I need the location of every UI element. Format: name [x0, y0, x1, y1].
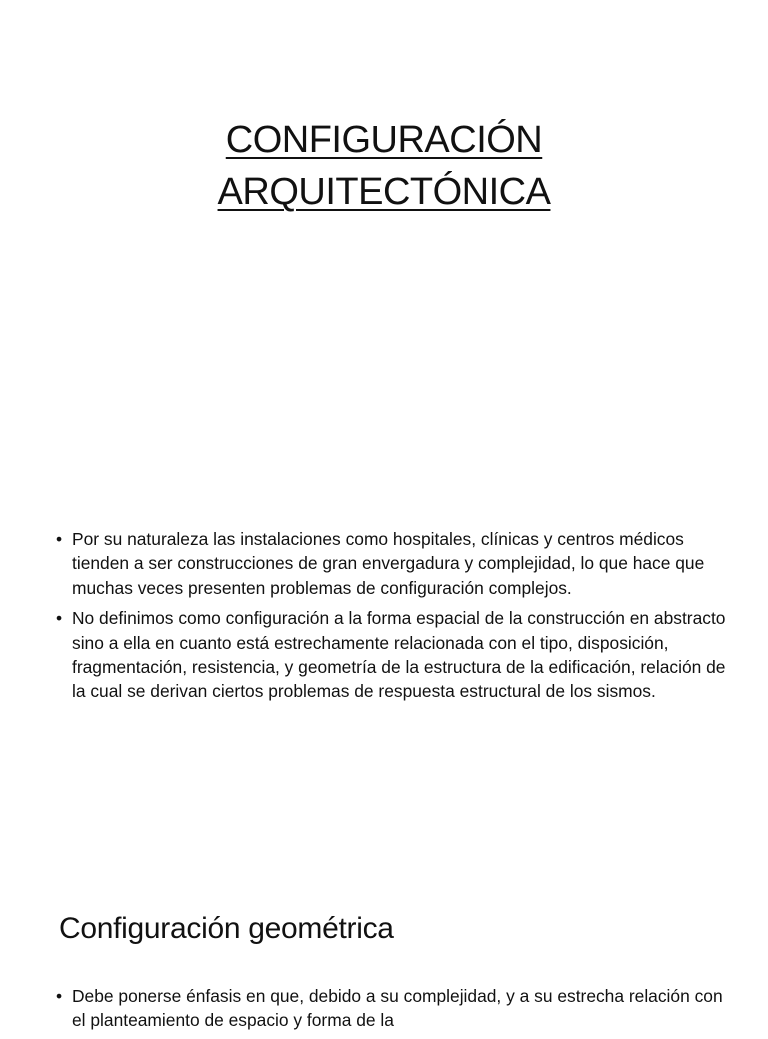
title-line-1: CONFIGURACIÓN [225, 119, 543, 161]
bullet-text: No definimos como configuración a la forma espacial de la construcción en abstracto sino a ella en cuanto está estrechamente relacionada con el tipo, disposición, fragmentación, resistencia, y geometría de la estructura de la edificación, relación de la cual se derivan ciertos problemas de respuesta estructural de los sismos. [72, 608, 726, 702]
bullet-icon: • [56, 608, 63, 629]
list-item [56, 527, 732, 600]
bullet-text: Por su naturaleza las instalaciones como hospitales, clínicas y centros médicos tienden a ser construcciones de gran envergadura y complejidad, lo que hace que muchas veces presenten problemas de configuración complejos. [72, 529, 705, 598]
list-item [56, 606, 732, 704]
bullet-icon: • [56, 986, 63, 1006]
bullet-icon: • [56, 529, 63, 549]
page-title [0, 114, 768, 218]
bullet-text: Debe ponerse énfasis en que, debido a su complejidad, y a su estrecha relación con el planteamiento de espacio y forma de la [72, 986, 723, 1031]
list-item [56, 984, 732, 1033]
bullet-list [56, 527, 732, 710]
bullet-list [56, 984, 732, 1039]
title-line-2: ARQUITECTÓNICA [217, 171, 551, 213]
section-heading: Configuración geométrica [59, 912, 394, 945]
